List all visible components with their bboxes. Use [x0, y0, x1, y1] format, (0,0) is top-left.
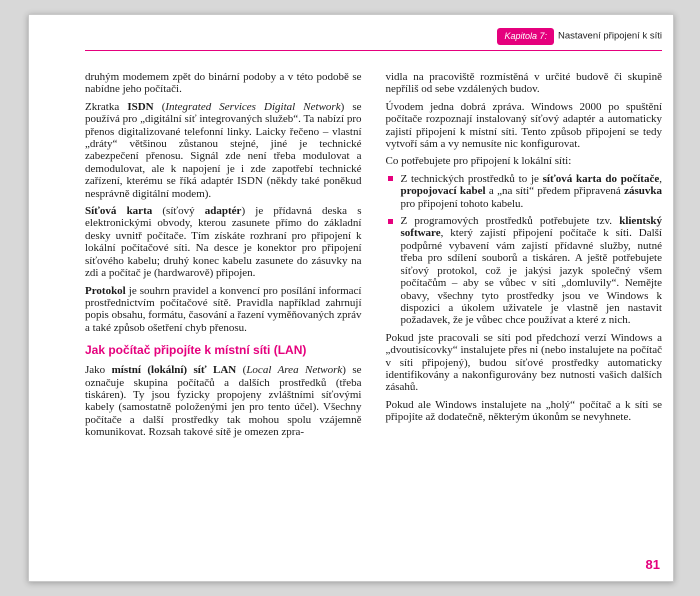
text-run: Protokol: [85, 284, 126, 297]
text-run: a „na síti“ předem připravená: [485, 185, 625, 198]
left-column: [85, 71, 362, 444]
text-run: místní (lokální) síť LAN: [111, 364, 237, 377]
paragraph: [386, 332, 663, 394]
bullet-square-icon: [388, 219, 393, 224]
text-run: Pokud jste pracovali se síti pod předchozí verzí Windows a „dvoutisícovky“ instalujete přes ni (nebo instalujete na počítač v síti připojený), budou síťové prostředky automaticky identifikovány a nakonfigurovány bez nutnosti vašich dalších zásahů.: [385, 331, 662, 394]
text-run: Zkratka: [85, 100, 128, 113]
page-number: 81: [645, 557, 660, 572]
chapter-title: Nastavení připojení k síti: [557, 30, 662, 42]
text-run: (: [153, 100, 166, 113]
bullet-square-icon: [388, 176, 393, 181]
paragraph: [386, 71, 663, 96]
text-run: ) se označuje skupina počítačů a dalších prostředků (třeba tiskáren). Ty jsou fyzicky propojeny zvláštními síťovými kabely (samostatně položenými jen pro tento účel). Všechny počítače a další prostředky tak mohou spolu vzájemně komunikovat. Rozsah takové sítě je omezen zpra-: [85, 364, 362, 439]
text-run: Z programových prostředků potřebujete tzv.: [400, 215, 620, 228]
bullet-text: [401, 215, 663, 327]
paragraph: [85, 364, 362, 438]
text-run: , který zajistí připojení počítače k síti. Další podpůrné vybavení vám zajistí přídavné služby, nutné třeba pro sdílení souborů a tiskáren. A ještě potřebujete síťový protokol, což je jakýsi jazyk společný všem počítačům – aby se vůbec v síti „domluvily“. Nemějte obavy, všechny tyto prostředky jsou ve Windows k dispozici a úkolem uživatele je vlastně jen nastavit požadavek, že je vůbec chce používat a které z nich.: [400, 227, 662, 327]
text-run: Úvodem jedna dobrá zpráva. Windows 2000 po spuštění počítače rozpoznají instalovaný síťový adaptér a automaticky zajistí připojení k místní síti. Tento způsob připojení se tedy vytvoří sám a vy nemusíte nic konfigurovat.: [385, 100, 662, 151]
text-run: Síťová karta: [85, 205, 153, 218]
book-page: [28, 14, 674, 582]
text-run: adaptér: [204, 205, 242, 218]
text-run: zásuvka: [624, 185, 662, 198]
text-run: ) je přídavná deska s elektronickými obvody, kterou zasunete přímo do základní desky uvnitř počítače. Tím získáte rozhraní pro připojení k lokální počítačové síti. Na desce je konektor pro připojení síťového kabelu; druhý konec kabelu zasunete do zásuvky na zdi a počítač je (hardwarově) připojen.: [85, 205, 362, 280]
paragraph: [85, 205, 362, 279]
text-run: Jak počítač připojíte k místní síti (LAN): [85, 343, 307, 358]
text-run: síťová karta do počítače: [542, 172, 660, 185]
paragraph: [85, 101, 362, 200]
text-run: propojovací kabel: [400, 185, 486, 198]
text-columns: [85, 71, 662, 444]
paragraph: [386, 101, 663, 151]
text-run: ISDN: [127, 100, 154, 113]
text-run: je souhrn pravidel a konvencí pro posílání informací prostřednictvím počítačové sítě. Pravidla například zahrnují popis obsahu, formátu, časování a řazení vyměňovaných zpráv a také způsob ošetření chyb přenosu.: [85, 284, 362, 334]
text-run: (síťový: [152, 205, 205, 218]
section-heading: [85, 343, 362, 357]
text-run: (: [236, 364, 247, 377]
text-run: druhým modemem zpět do binární podoby a v této podobě se nabídne jeho počítači.: [85, 71, 362, 96]
text-run: Integrated Services Digital Network: [165, 100, 341, 113]
paragraph: [386, 399, 663, 424]
text-run: Pokud ale Windows instalujete na „holý“ počítač a k síti se připojíte až dodatečně, některým úkonům se nevyhnete.: [385, 398, 662, 424]
paragraph: [85, 71, 362, 96]
text-run: klientský software: [400, 215, 662, 240]
text-run: Co potřebujete pro připojení k lokální síti:: [385, 155, 572, 168]
paragraph: [386, 155, 663, 167]
page-header: [85, 28, 662, 45]
bullet-item: [386, 215, 663, 327]
paragraph: [85, 285, 362, 335]
bullet-item: [386, 173, 663, 210]
text-run: Z technických prostředků to je: [400, 172, 543, 185]
text-run: vidla na pracoviště rozmístěná v určité budově či skupině nepříliš od sebe vzdálených budov.: [385, 71, 662, 96]
text-run: pro připojení tohoto kabelu.: [400, 197, 524, 210]
text-run: Local Area Network: [246, 364, 343, 377]
header-rule: [85, 50, 662, 51]
chapter-tag: Kapitola 7:: [497, 28, 554, 45]
text-run: Jako: [85, 364, 112, 377]
text-run: ) se používá pro „digitální síť integrovaných služeb“. Ta nabízí pro přenos digitalizované telefonní linky. Laicky řečeno – vlastní „dráty“ většinou zůstanou stejné, jiné je technické zabezpečení přenosu. Signál zde není třeba modulovat a demodulovat, ale k napojení je i zde zapotřebí technické zařízení, kterému se říká adaptér ISDN (někdy také poněkud nesprávně digitální modem).: [85, 100, 362, 200]
bullet-text: [401, 173, 663, 210]
text-run: ,: [659, 172, 662, 185]
right-column: [386, 71, 663, 444]
page-footer: [646, 556, 660, 574]
